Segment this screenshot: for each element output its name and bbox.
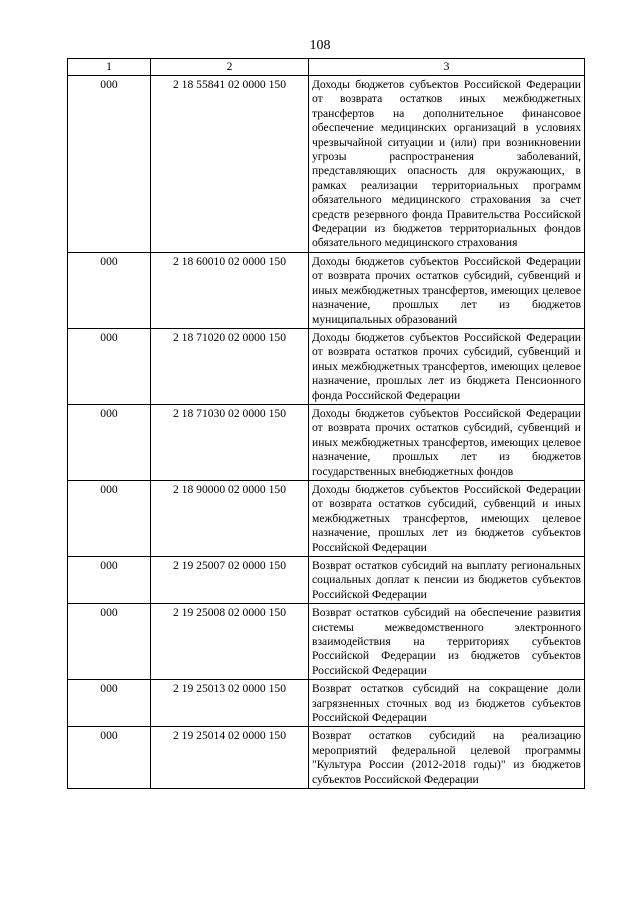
budget-classification-table xyxy=(67,58,585,789)
table-row xyxy=(68,557,585,604)
admin-code-cell: 000 xyxy=(68,252,151,328)
admin-code-cell: 000 xyxy=(68,680,151,727)
admin-code-cell: 000 xyxy=(68,404,151,480)
description-cell: Возврат остатков субсидий на обеспечение развития системы межведомственного электронного взаимодействия на территориях субъектов Российской Федерации из бюджетов субъектов Российской Федерации xyxy=(309,604,585,680)
column-header-1: 1 xyxy=(68,59,151,76)
kbk-code-cell: 2 18 55841 02 0000 150 xyxy=(151,76,309,253)
table-row xyxy=(68,252,585,328)
kbk-code-cell: 2 19 25008 02 0000 150 xyxy=(151,604,309,680)
admin-code-cell: 000 xyxy=(68,604,151,680)
kbk-code-cell: 2 18 90000 02 0000 150 xyxy=(151,480,309,556)
description-cell: Доходы бюджетов субъектов Российской Федерации от возврата остатков прочих субсидий, субвенций и иных межбюджетных трансфертов, имеющих целевое назначение, прошлых лет из бюджета Пенсионного фонда Российской Федерации xyxy=(309,328,585,404)
description-cell: Возврат остатков субсидий на выплату региональных социальных доплат к пенсии из бюджетов субъектов Российской Федерации xyxy=(309,557,585,604)
description-cell: Доходы бюджетов субъектов Российской Федерации от возврата прочих остатков субсидий, субвенций и иных межбюджетных трансфертов, имеющих целевое назначение, прошлых лет из бюджетов государственных внебюджетных фондов xyxy=(309,404,585,480)
admin-code-cell: 000 xyxy=(68,480,151,556)
admin-code-cell: 000 xyxy=(68,727,151,789)
kbk-code-cell: 2 18 71030 02 0000 150 xyxy=(151,404,309,480)
description-cell: Возврат остатков субсидий на реализацию мероприятий федеральной целевой программы "Культура России (2012-2018 годы)" из бюджетов субъектов Российской Федерации xyxy=(309,727,585,789)
table-row xyxy=(68,727,585,789)
kbk-code-cell: 2 19 25013 02 0000 150 xyxy=(151,680,309,727)
table-row xyxy=(68,404,585,480)
admin-code-cell: 000 xyxy=(68,76,151,253)
description-cell: Доходы бюджетов субъектов Российской Федерации от возврата прочих остатков субсидий, субвенций и иных межбюджетных трансфертов, имеющих целевое назначение, прошлых лет из бюджетов муниципальных образований xyxy=(309,252,585,328)
kbk-code-cell: 2 19 25014 02 0000 150 xyxy=(151,727,309,789)
description-cell: Доходы бюджетов субъектов Российской Федерации от возврата остатков иных межбюджетных трансфертов на дополнительное финансовое обеспечение медицинских организаций в условиях чрезвычайной ситуации и (или) при возникновении угрозы распространения заболеваний, представляющих опасность для окружающих, в рамках реализации территориальных программ обязательного медицинского страхования за счет средств резервного фонда Правительства Российской Федерации из бюджетов территориальных фондов обязательного медицинского страхования xyxy=(309,76,585,253)
kbk-code-cell: 2 19 25007 02 0000 150 xyxy=(151,557,309,604)
table-row xyxy=(68,76,585,253)
description-cell: Доходы бюджетов субъектов Российской Федерации от возврата остатков субсидий, субвенций и иных межбюджетных трансфертов, имеющих целевое назначение, прошлых лет из бюджетов субъектов Российской Федерации xyxy=(309,480,585,556)
table-row xyxy=(68,328,585,404)
kbk-code-cell: 2 18 71020 02 0000 150 xyxy=(151,328,309,404)
admin-code-cell: 000 xyxy=(68,328,151,404)
description-cell: Возврат остатков субсидий на сокращение доли загрязненных сточных вод из бюджетов субъектов Российской Федерации xyxy=(309,680,585,727)
table-row xyxy=(68,480,585,556)
table-row xyxy=(68,604,585,680)
table-header-row xyxy=(68,59,585,76)
column-header-2: 2 xyxy=(151,59,309,76)
page-number: 108 xyxy=(309,38,331,53)
column-header-3: 3 xyxy=(309,59,585,76)
admin-code-cell: 000 xyxy=(68,557,151,604)
table-row xyxy=(68,680,585,727)
kbk-code-cell: 2 18 60010 02 0000 150 xyxy=(151,252,309,328)
